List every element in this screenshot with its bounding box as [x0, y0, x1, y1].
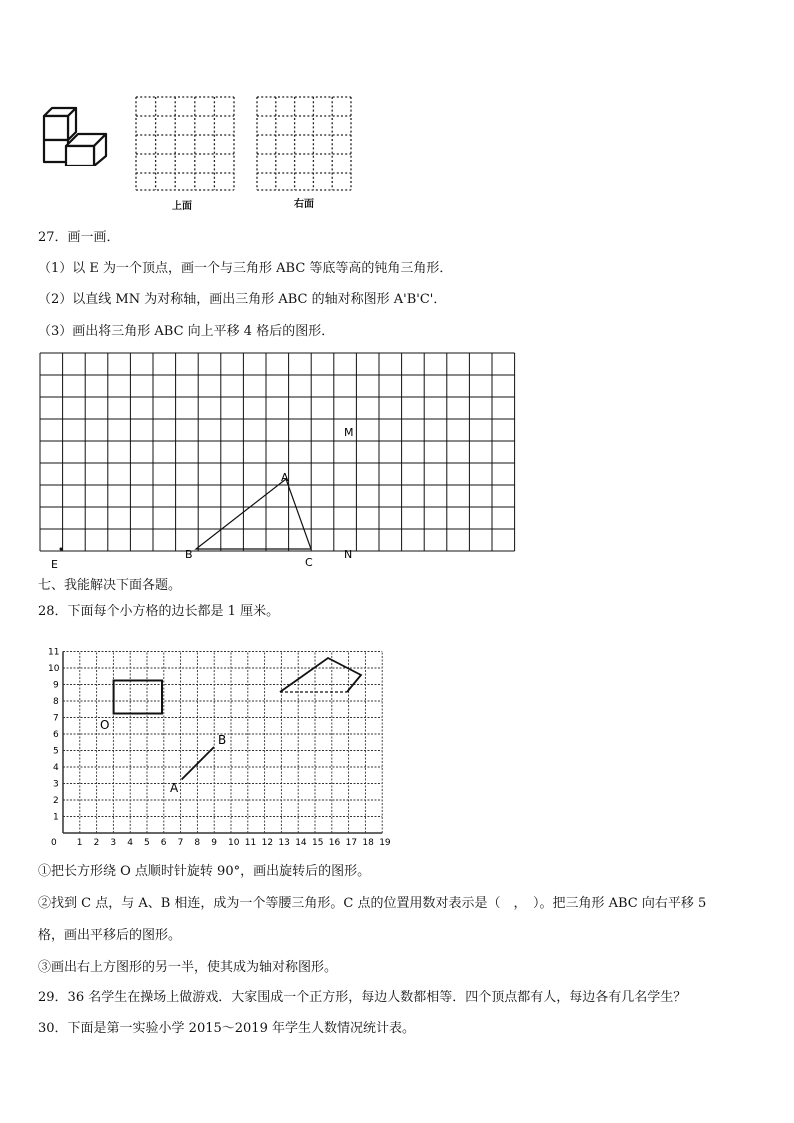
x-tick-label: 11	[244, 838, 257, 847]
point-e	[60, 548, 63, 551]
y-tick-label: 6	[53, 730, 59, 740]
label-o: O	[100, 718, 110, 732]
q28-title: 28．下面每个小方格的边长都是 1 厘米。	[38, 604, 280, 619]
x-tick-label: 10	[228, 838, 240, 847]
q29: 29．36 名学生在操场上做游戏．大家围成一个正方形，每边人数都相等．四个顶点都有人，每边各有几名学生？	[38, 990, 687, 1005]
right-view-dotted-grid	[255, 95, 355, 192]
x-tick-label: 16	[328, 838, 341, 847]
label-a: A	[170, 781, 179, 795]
x-tick-label: 12	[261, 838, 274, 847]
x-tick-label: 5	[144, 838, 150, 847]
y-tick-label: 1	[53, 812, 59, 823]
q27-item-3: （3）画出将三角形 ABC 向上平移 4 格后的图形．	[38, 324, 335, 339]
cube-figure	[40, 104, 112, 166]
q28-sub-2b: 格，画出平移后的图形。	[38, 928, 182, 943]
y-tick-label: 9	[53, 680, 59, 691]
label-c: C	[305, 556, 313, 569]
x-tick-label: 18	[362, 838, 374, 847]
q28-sub-1: ①把长方形绕 O 点顺时针旋转 90°，画出旋转后的图形。	[38, 864, 371, 879]
y-tick-label: 2	[53, 796, 59, 806]
y-tick-label: 5	[53, 746, 59, 757]
x-tick-label: 4	[127, 838, 133, 847]
y-tick-label: 4	[53, 763, 59, 773]
label-m: M	[344, 426, 354, 439]
y-tick-label: 11	[48, 647, 60, 658]
top-view-label: 上面	[172, 201, 192, 212]
section-7-heading: 七、我能解决下面各题。	[38, 578, 182, 593]
right-view-label: 右面	[294, 199, 314, 210]
x-tick-label: 17	[345, 838, 358, 847]
x-tick-label: 19	[379, 838, 391, 847]
q27-title: 27．画一画．	[38, 230, 120, 245]
x-tick-label: 2	[93, 838, 100, 847]
q28-sub-3: ③画出右上方图形的另一半，使其成为轴对称图形。	[38, 960, 338, 975]
y-tick-label: 10	[48, 664, 60, 674]
x-tick-label: 15	[312, 838, 324, 847]
x-tick-label: 0	[51, 838, 57, 847]
x-tick-label: 8	[194, 838, 201, 847]
label-a: A	[281, 471, 289, 484]
y-tick-label: 8	[53, 697, 59, 707]
triangle-abc	[196, 479, 311, 549]
label-n: N	[344, 548, 353, 561]
x-tick-label: 6	[160, 838, 167, 847]
x-tick-label: 3	[110, 838, 117, 847]
q30: 30．下面是第一实验小学 2015～2019 年学生人数情况统计表。	[38, 1021, 415, 1036]
q28-coordinate-grid	[38, 637, 393, 847]
q28-sub-2a: ②找到 C 点，与 A、B 相连，成为一个等腰三角形。C 点的位置用数对表示是（ ， ）。把三角形 ABC 向右平移 5	[38, 896, 707, 911]
label-e: E	[51, 558, 58, 571]
y-tick-label: 7	[53, 713, 59, 724]
q27-item-2: （2）以直线 MN 为对称轴，画出三角形 ABC 的轴对称图形 A'B'C'．	[38, 292, 447, 307]
q27-item-1: （1）以 E 为一个顶点，画一个与三角形 ABC 等底等高的钝角三角形．	[38, 261, 453, 276]
x-tick-label: 7	[177, 838, 184, 847]
x-tick-label: 13	[278, 838, 290, 847]
x-tick-label: 1	[76, 838, 83, 847]
x-tick-label: 9	[211, 838, 217, 847]
label-b: B	[185, 548, 193, 561]
top-view-dotted-grid	[134, 95, 236, 192]
label-b: B	[218, 733, 227, 747]
x-tick-label: 14	[295, 838, 307, 847]
q27-drawing-grid	[38, 351, 519, 573]
rectangle-shape	[114, 681, 162, 714]
y-tick-label: 3	[53, 779, 59, 790]
